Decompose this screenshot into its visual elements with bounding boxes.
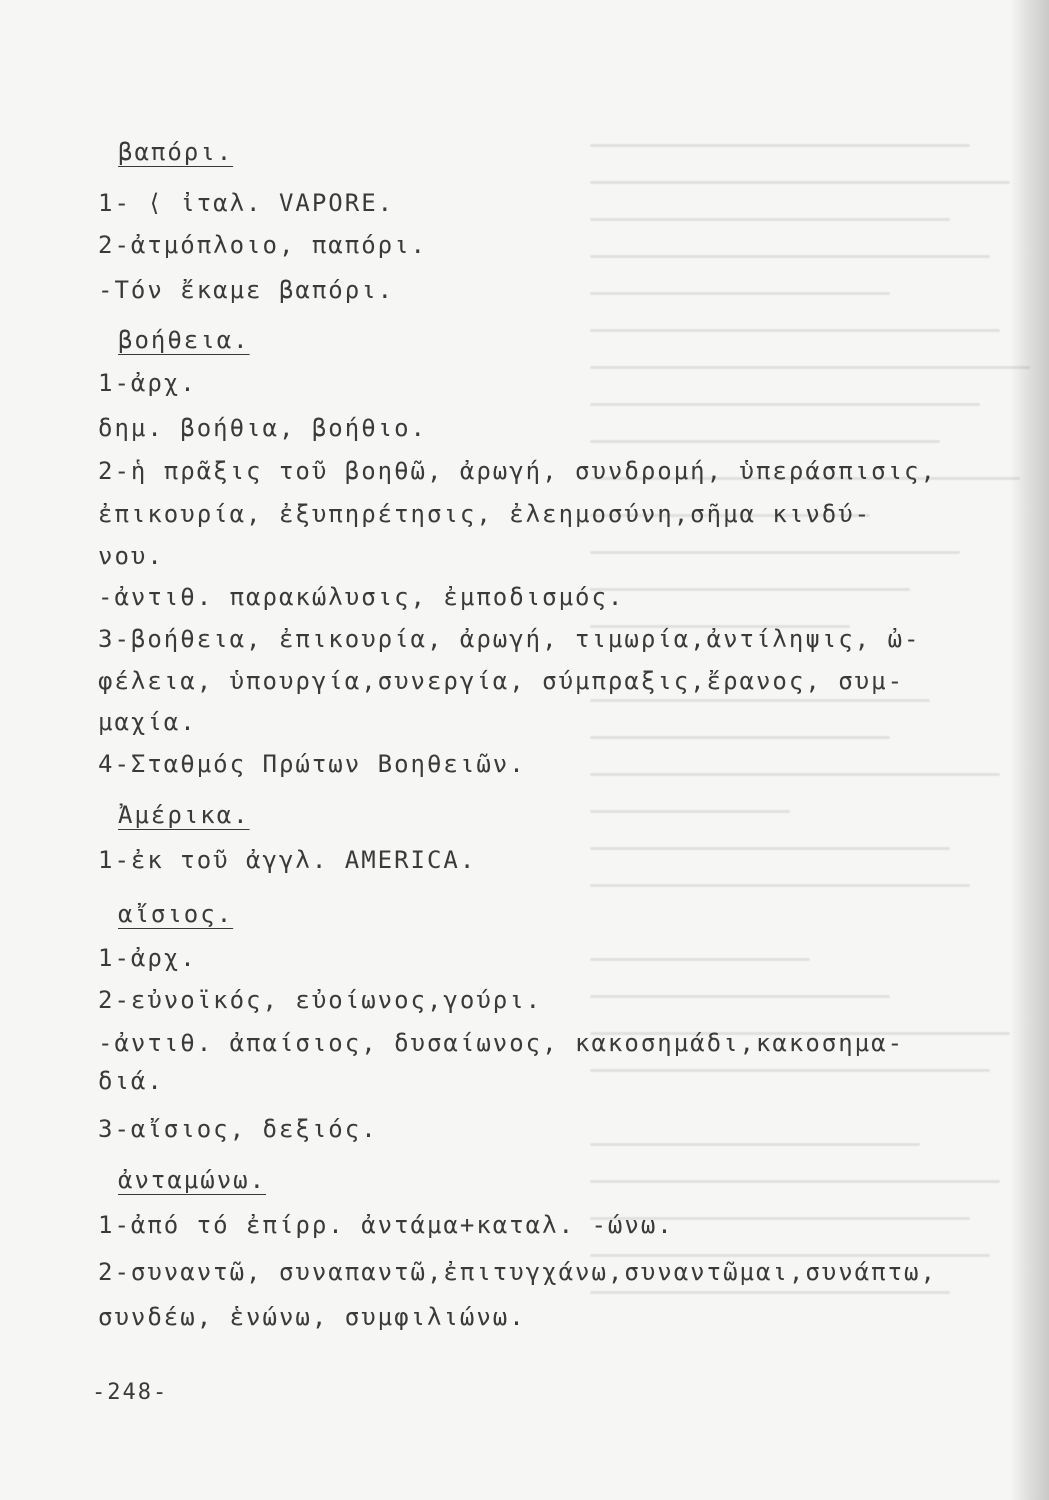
definition-line: 2-ἀτμόπλοιο, παπόρι. [98,231,427,259]
bleed-through-line [590,440,940,443]
definition-line: 2-εὐνοϊκός, εὐοίωνος,γούρι. [98,986,543,1014]
definition-line: δημ. βοήθια, βοήθιο. [98,414,427,442]
definition-line: -ἀντιθ. παρακώλυσις, ἐμποδισμός. [98,583,625,611]
definition-line: συνδέω, ἑνώνω, συμφιλιώνω. [98,1303,526,1331]
definition-line: 1-ἐκ τοῦ ἀγγλ. AMERICA. [98,846,477,874]
headword: Ἀμέρικα. [118,801,250,829]
definition-line: 1-ἀρχ. [98,944,197,972]
bleed-through-line [590,1291,950,1294]
bleed-through-line [590,1143,920,1146]
headword: αἴσιος. [118,900,234,928]
definition-line: φέλεια, ὑπουργία,συνεργία, σύμπραξις,ἔρανος, συμ- [98,667,905,695]
bleed-through-line [590,255,990,258]
bleed-through-line [590,366,1030,369]
definition-line: 3-βοήθεια, ἐπικουρία, ἀρωγή, τιμωρία,ἀντίληψις, ὠ- [98,625,921,653]
bleed-through-line [590,292,890,295]
bleed-through-line [590,847,950,850]
bleed-through-line [590,736,890,739]
bleed-through-line [590,218,950,221]
bleed-through-line [590,1069,990,1072]
bleed-through-line [590,1180,1000,1183]
bleed-through-line [590,958,810,961]
bleed-through-line [590,773,1000,776]
bleed-through-line [590,181,1010,184]
definition-line: ἐπικουρία, ἐξυπηρέτησις, ἐλεημοσύνη,σῆμα κινδύ- [98,500,872,528]
definition-line: νου. [98,542,164,570]
headword: ἀνταμώνω. [118,1166,267,1194]
page-number: -248- [92,1380,169,1405]
bleed-through-line [590,810,790,813]
definition-line: -ἀντιθ. ἀπαίσιος, δυσαίωνος, κακοσημάδι,κακοσημα- [98,1029,905,1057]
definition-line: μαχία. [98,708,197,736]
bleed-through-line [590,329,1000,332]
definition-line: 2-ἡ πρᾶξις τοῦ βοηθῶ, ἀρωγή, συνδρομή, ὑπεράσπισις, [98,457,937,485]
headword: βαπόρι. [118,138,234,166]
definition-line: 1-ἀπό τό ἐπίρρ. ἀντάμα+καταλ. -ώνω. [98,1211,674,1239]
definition-line: 1-ἀρχ. [98,369,197,397]
bleed-through-line [590,144,970,147]
definition-line: -Τόν ἔκαμε βαπόρι. [98,276,395,304]
definition-line: 3-αἴσιος, δεξιός. [98,1115,378,1143]
bleed-through-line [590,699,930,702]
bleed-through-text [590,140,1049,1380]
headword: βοήθεια. [118,326,250,354]
bleed-through-line [590,588,910,591]
definition-line: διά. [98,1067,164,1095]
bleed-through-line [590,551,960,554]
definition-line: 1- ⟨ ἰταλ. VAPORE. [98,189,395,217]
bleed-through-line [590,403,980,406]
definition-line: 2-συναντῶ, συναπαντῶ,ἐπιτυγχάνω,συναντῶμαι,συνάπτω, [98,1258,937,1286]
bleed-through-line [590,995,890,998]
bleed-through-line [590,884,970,887]
definition-line: 4-Σταθμός Πρώτων Βοηθειῶν. [98,750,526,778]
